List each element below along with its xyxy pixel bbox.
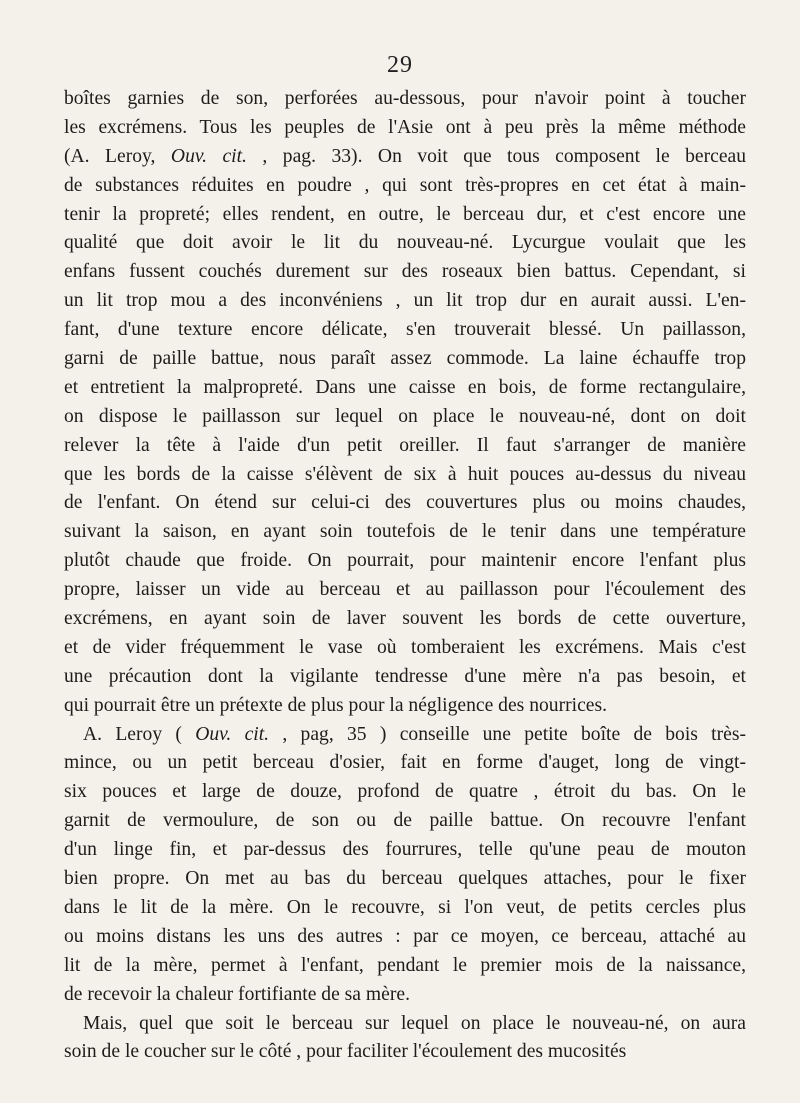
- text-line: [64, 489, 746, 518]
- text-segment: A. Leroy (: [83, 723, 196, 745]
- text-segment: que les bords de la caisse s'élèvent de six à huit pouces au-dessus du niveau: [64, 463, 746, 485]
- text-line: [64, 952, 746, 981]
- text-line: [64, 316, 746, 345]
- text-line: [64, 374, 746, 403]
- text-segment: enfans fussent couchés durement sur des roseaux bien battus. Cependant, si: [64, 261, 746, 283]
- text-line: [64, 894, 746, 923]
- text-segment: boîtes garnies de son, perforées au-dessous, pour n'avoir point à toucher: [64, 88, 746, 109]
- text-line: [64, 229, 746, 258]
- text-segment: de l'enfant. On étend sur celui-ci des couvertures plus ou moins chaudes,: [64, 492, 746, 514]
- text-segment: les excrémens. Tous les peuples de l'Asie ont à peu près la même méthode: [64, 116, 746, 138]
- text-line: [64, 634, 746, 663]
- text-line: [64, 403, 746, 432]
- text-line: [64, 576, 746, 605]
- text-segment: , pag, 35 ) conseille une petite boîte de bois très-: [269, 723, 746, 745]
- text-segment: garni de paille battue, nous paraît assez commode. La laine échauffe trop: [64, 348, 746, 370]
- text-segment: bien propre. On met au bas du berceau quelques attaches, pour le fixer: [64, 868, 746, 890]
- text-line: [64, 201, 746, 230]
- text-line: [64, 172, 746, 201]
- citation-italic: Ouv. cit.: [195, 723, 270, 745]
- text-line: [64, 143, 746, 172]
- text-segment: plutôt chaude que froide. On pourrait, pour maintenir encore l'enfant plus: [64, 550, 746, 572]
- text-segment: on dispose le paillasson sur lequel on place le nouveau-né, dont on doit: [64, 405, 746, 427]
- text-segment: six pouces et large de douze, profond de quatre , étroit du bas. On le: [64, 781, 746, 803]
- text-line: [64, 663, 746, 692]
- body-text: [64, 85, 746, 1067]
- text-line: [64, 981, 746, 1010]
- text-line: [64, 836, 746, 865]
- page-number: 29: [387, 52, 413, 78]
- text-segment: garnit de vermoulure, de son ou de paille battue. On recouvre l'enfant: [64, 810, 746, 832]
- text-segment: , pag. 33). On voit que tous composent le berceau: [246, 145, 747, 167]
- text-line: [64, 85, 746, 114]
- text-line: [64, 1010, 746, 1039]
- text-segment: (A. Leroy,: [64, 145, 171, 167]
- text-segment: de substances réduites en poudre , qui sont très-propres en cet état à main-: [64, 174, 746, 196]
- text-segment: excrémens, en ayant soin de laver souvent les bords de cette ouverture,: [64, 608, 746, 630]
- text-line: [64, 432, 746, 461]
- text-line: [64, 114, 746, 143]
- text-segment: soin de le coucher sur le côté , pour faciliter l'écoulement des mucosités: [64, 1041, 627, 1063]
- text-segment: lit de la mère, permet à l'enfant, pendant le premier mois de la naissance,: [64, 954, 746, 976]
- text-segment: mince, ou un petit berceau d'osier, fait en forme d'auget, long de vingt-: [64, 752, 746, 774]
- text-segment: et de vider fréquemment le vase où tomberaient les excrémens. Mais c'est: [64, 636, 746, 658]
- text-line: [64, 518, 746, 547]
- text-segment: un lit trop mou a des inconvéniens , un lit trop dur en aurait aussi. L'en-: [64, 290, 746, 312]
- text-segment: propre, laisser un vide au berceau et au paillasson pour l'écoulement des: [64, 579, 746, 601]
- text-line: [64, 749, 746, 778]
- text-segment: d'un linge fin, et par-dessus des fourrures, telle qu'une peau de mouton: [64, 839, 746, 861]
- text-segment: Mais, quel que soit le berceau sur lequel on place le nouveau-né, on aura: [83, 1012, 746, 1034]
- citation-italic: Ouv. cit.: [170, 145, 247, 167]
- text-line: [64, 605, 746, 634]
- text-line: [64, 258, 746, 287]
- text-line: [64, 923, 746, 952]
- text-segment: tenir la propreté; elles rendent, en outre, le berceau dur, et c'est encore une: [64, 203, 746, 225]
- text-segment: qualité que doit avoir le lit du nouveau-né. Lycurgue voulait que les: [64, 232, 746, 254]
- text-line: [64, 547, 746, 576]
- text-segment: ou moins distans les uns des autres : par ce moyen, ce berceau, attaché au: [64, 925, 746, 947]
- text-segment: une précaution dont la vigilante tendresse d'une mère n'a pas besoin, et: [64, 665, 746, 687]
- text-segment: qui pourrait être un prétexte de plus pour la négligence des nourrices.: [64, 694, 607, 716]
- text-line: [64, 778, 746, 807]
- text-line: [64, 721, 746, 750]
- text-segment: dans le lit de la mère. On le recouvre, si l'on veut, de petits cercles plus: [64, 896, 746, 918]
- text-line: [64, 345, 746, 374]
- text-segment: suivant la saison, en ayant soin toutefois de le tenir dans une température: [64, 521, 746, 543]
- text-segment: relever la tête à l'aide d'un petit oreiller. Il faut s'arranger de manière: [64, 434, 746, 456]
- text-segment: fant, d'une texture encore délicate, s'en trouverait blessé. Un paillasson,: [64, 319, 746, 341]
- text-segment: de recevoir la chaleur fortifiante de sa mère.: [64, 983, 410, 1005]
- text-line: [64, 1038, 746, 1067]
- text-line: [64, 287, 746, 316]
- text-line: [64, 807, 746, 836]
- text-line: [64, 865, 746, 894]
- text-segment: et entretient la malpropreté. Dans une caisse en bois, de forme rectangulaire,: [64, 376, 746, 398]
- text-line: [64, 461, 746, 490]
- text-line: [64, 692, 746, 721]
